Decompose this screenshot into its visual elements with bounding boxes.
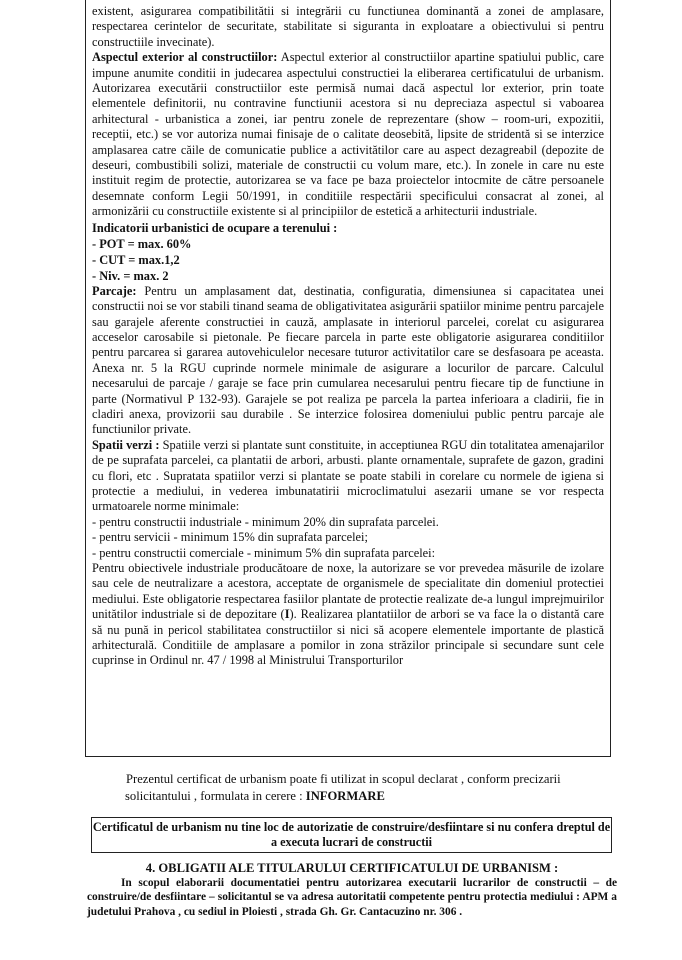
intro-paragraph: existent, asigurarea compatibilitătii si integrării cu functiunea dominantă a zonei de amplasare, respectarea cerintelor de securitate, stabilitate si siguranta in exploatare a obiectivului si pentru constructiile invecinate). bbox=[92, 4, 604, 49]
spatii-item-servicii: - pentru servicii - minimum 15% din suprafata parcelei; bbox=[92, 530, 368, 545]
spatii-paragraph bbox=[92, 438, 604, 515]
usage-notice-text: Prezentul certificat de urbanism poate fi utilizat in scopul declarat , conform precizarii solicitantului , formulata in cerere : bbox=[125, 772, 561, 803]
aspect-paragraph bbox=[92, 50, 604, 219]
parcaje-text: Pentru un amplasament dat, destinatia, configuratia, dimensiunea si capacitatea unei constructii noi se vor stabili tinand seama de obligativitatea asigurării spatiilor minime pentru parcajele sau garajele aferente constructiei in cauză, amplasate in interiorul parcelei, corelat cu asigurarea acceselor carosabile si pietonale. Pe fiecare parcela in parte este obligatorie asigurarea conditiilor pentru parcarea si gararea autovehiculelor necesare tuturor activitatilor care se desfasoara pe aceasta. Anexa nr. 5 la RGU cuprinde normele minimale de asigurare a locurilor de parcare. Calculul necesarului de parcaje / garaje se face prin cumularea necesarului pentru fiecare tip de functiune in parte (Normativul P 132-93). Garajele se pot realiza pe parcela la partea inferioara a cladirii, fie in cladiri anexa, provizorii sau durabile . Se interzice folosirea domeniului public pentru parcaje ale functiunilor private. bbox=[92, 283, 604, 437]
usage-purpose: INFORMARE bbox=[305, 789, 385, 803]
boxed-notice: Certificatul de urbanism nu tine loc de autorizatie de construire/desfiintare si nu confera dreptul de a executa lucrari de constructii bbox=[91, 817, 612, 853]
indicator-pot: - POT = max. 60% bbox=[92, 236, 192, 251]
section-obligations bbox=[87, 860, 617, 919]
aspect-text: Aspectul exterior al constructiilor apartine spatiului public, care impune anumite conditii in judecarea aspectului constructiei la eliberarea certificatului de urbanism. Autorizarea executării constructiilor este permisă numai dacă aspectul lor exterior, prin toate elementele definitorii, nu contravine functiunii acestora si nu depreciaza aspectul si vaboarea arhitectural - urbanistica a zonei, iar pentru zonele de reprezentare (show – room-uri, expozitii, receptii, etc.) se vor autoriza numai finisaje de o calitate deosebită, lipsite de stridentă si se interzice amplasarea catre căile de comunicatie publice a activitătilor care au aspect dezagreabil (depozite de deseuri, combustibili solizi, materiale de constructii cu volum mare, etc.). In zonele in care nu este instituit regim de protectie, autorizarea se va face pe baza proiectelor intocmite de către persoanele desemnate conform Legii 50/1991, in conditiile respectării specificului consacrat al zonei, al armonizării cu constructiile existente si al principiilor de estetică a arhitecturii industriale. bbox=[92, 50, 605, 219]
noxe-text-b: ). Realizarea plantatiilor de arbori se va face la o distantă care să nu pună in pericol stabilitatea constructiilor si nici să acopere elementele importante de plastică arhitecturală. Conditiile de amplasare a pomilor in zona străzilor principale si secundare sunt cele cuprinse in Ordinul nr. 47 / 1998 al Ministrului Transporturilor bbox=[92, 607, 604, 668]
usage-notice bbox=[125, 771, 585, 805]
indicators-title: Indicatorii urbanistici de ocupare a terenului : bbox=[92, 220, 338, 235]
spatii-item-industrial: - pentru constructii industriale - minimum 20% din suprafata parcelei. bbox=[92, 514, 439, 529]
regulations-frame bbox=[85, 0, 611, 757]
noxe-mark: I bbox=[284, 607, 290, 622]
noxe-text-a: Pentru obiectivele industriale producătoare de noxe, la autorizare se vor prevedea măsurile de izolare sau cele de neutralizare a acestora, acceptate de organismele de specialitate din domeniul protectiei mediului. Este obligatorie respectarea fasiilor plantate de protectie realizate de-a lungul imprejmuirilor unitătilor industriale si de depozitare ( bbox=[92, 561, 604, 622]
spatii-title: Spatii verzi : bbox=[92, 437, 160, 452]
section-obligations-text: In scopul elaborarii documentatiei pentru autorizarea executarii lucrarilor de constructii – de construire/de desfiintare – solicitantul se va adresa autoritatii competente pentru protectia mediului : APM a judetului Prahova , cu sediul in Ploiesti , strada Gh. Gr. Cantacuzino nr. 306 . bbox=[87, 877, 617, 918]
spatii-item-comerciale: - pentru constructii comerciale - minimum 5% din suprafata parcelei: bbox=[92, 545, 436, 560]
spatii-text: Spatiile verzi si plantate sunt constituite, in acceptiunea RGU din totalitatea amenajarilor de pe suprafata parcelei, ca plantatii de arbori, arbusti. plante ornamentale, suprafete de gazon, gradini cu flori, etc . Supratata spatiilor verzi si plantate se poate stabili in corelare cu normele de igiena si protectie a mediului, in vederea imbunatatirii microclimatului asezarii umane se vor respecta urmatoarele norme minimale: bbox=[92, 437, 604, 514]
indicator-cut: - CUT = max.1,2 bbox=[92, 252, 180, 267]
section-obligations-title: 4. OBLIGATII ALE TITULARULUI CERTIFICATULUI DE URBANISM : bbox=[145, 861, 559, 875]
parcaje-title: Parcaje: bbox=[92, 283, 137, 298]
aspect-title: Aspectul exterior al constructiilor: bbox=[92, 50, 278, 65]
noxe-paragraph bbox=[92, 561, 604, 669]
parcaje-paragraph bbox=[92, 284, 604, 438]
indicator-niv: - Niv. = max. 2 bbox=[92, 268, 169, 283]
